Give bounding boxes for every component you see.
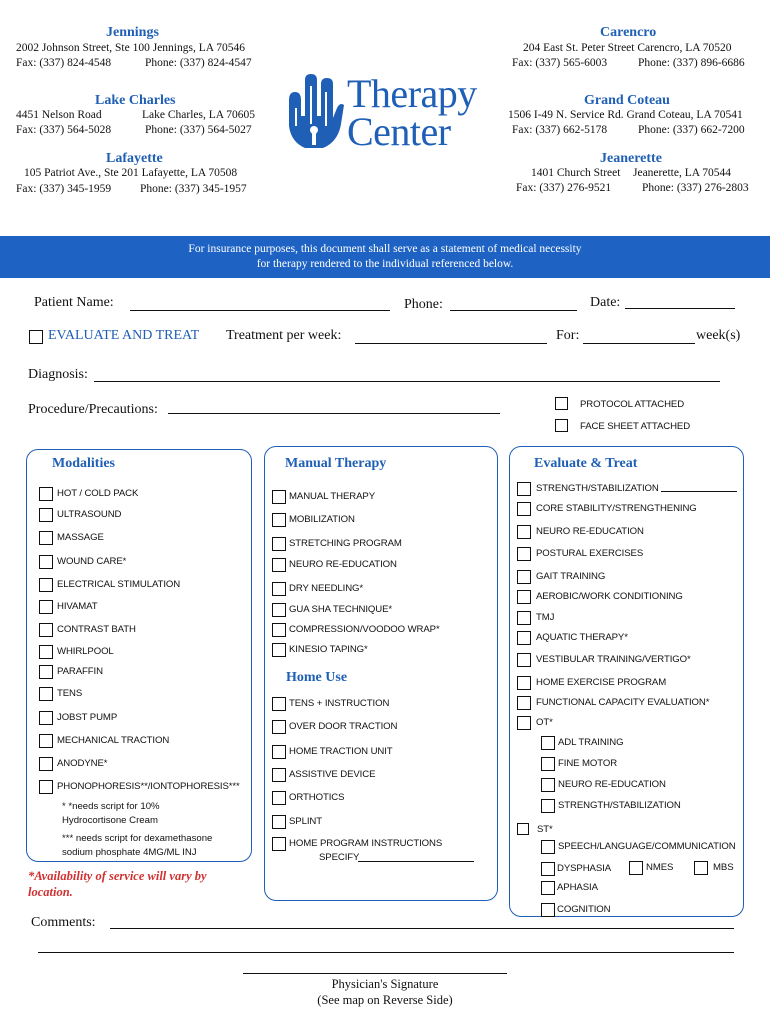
location-grand-coteau-fax: Fax: (337) 662-5178 [512, 124, 608, 136]
eval-core-stability-strengthening-label: CORE STABILITY/STRENGTHENING [536, 503, 697, 514]
phone-field[interactable] [450, 310, 577, 311]
logo-therapy-text: Therapy [347, 71, 477, 116]
eval-aquatic-therapy-checkbox[interactable] [517, 631, 531, 645]
for-label: For: [556, 328, 580, 343]
st-speech-language-communication-checkbox[interactable] [541, 840, 555, 854]
ot-adl-training-checkbox[interactable] [541, 736, 555, 750]
iontophoresis-note-line-2: sodium phosphate 4MG/ML INJ [62, 847, 197, 858]
modality-anodyne-label: ANODYNE* [57, 758, 108, 769]
logo-center-text: Center [347, 109, 451, 154]
modality-ultrasound-checkbox[interactable] [39, 508, 53, 522]
st-nmes-label: NMES [646, 862, 674, 873]
st-checkbox[interactable] [517, 823, 529, 835]
st-cognition-label: COGNITION [557, 904, 611, 915]
eval-tmj-label: TMJ [536, 612, 555, 623]
ot-neuro-re-education-checkbox[interactable] [541, 778, 555, 792]
home-home-program-instructions-label: HOME PROGRAM INSTRUCTIONS [289, 838, 443, 849]
home-tens-instruction-label: TENS + INSTRUCTION [289, 698, 390, 709]
location-lake-charles-phone: Phone: (337) 564-5027 [145, 124, 252, 136]
location-carencro-address: 204 East St. Peter Street Carencro, LA 70520 [523, 42, 732, 54]
modality-ultrasound-label: ULTRASOUND [57, 509, 122, 520]
manual-stretching-program-label: STRETCHING PROGRAM [289, 538, 402, 549]
location-grand-coteau-phone: Phone: (337) 662-7200 [638, 124, 745, 136]
st-dysphasia-checkbox[interactable] [541, 862, 555, 876]
ot-adl-training-label: ADL TRAINING [558, 737, 624, 748]
modality-wound-care-checkbox[interactable] [39, 555, 53, 569]
modality-tens-label: TENS [57, 688, 83, 699]
modality-paraffin-label: PARAFFIN [57, 666, 103, 677]
eval-ot-label: OT* [536, 717, 553, 728]
location-lake-charles-fax: Fax: (337) 564-5028 [16, 124, 112, 136]
comments-field-line-2[interactable] [38, 952, 734, 953]
st-aphasia-label: APHASIA [557, 882, 598, 893]
location-lake-charles-address: 4451 Nelson Road [16, 109, 102, 121]
location-jennings-fax: Fax: (337) 824-4548 [16, 57, 112, 69]
eval-home-exercise-program-checkbox[interactable] [517, 676, 531, 690]
home-tens-instruction-checkbox[interactable] [272, 697, 286, 711]
iontophoresis-note-line-1: *** needs script for dexamethasone [62, 833, 213, 844]
eval-vestibular-training-vertigo-checkbox[interactable] [517, 653, 531, 667]
modalities-title: Modalities [52, 456, 115, 471]
banner-line-1: For insurance purposes, this document shall serve as a statement of medical necessity [188, 243, 582, 255]
procedure-precautions-field[interactable] [168, 413, 500, 414]
modality-hivamat-checkbox[interactable] [39, 600, 53, 614]
st-dysphasia-label: DYSPHASIA [557, 863, 612, 874]
phone-label: Phone: [404, 297, 443, 312]
home-orthotics-label: ORTHOTICS [289, 792, 345, 803]
comments-label: Comments: [31, 915, 96, 930]
eval-strength-stabilization-checkbox[interactable] [517, 482, 531, 496]
eval-postural-exercises-checkbox[interactable] [517, 547, 531, 561]
home-home-program-instructions-checkbox[interactable] [272, 837, 286, 851]
location-lafayette-address: 105 Patriot Ave., Ste 201 Lafayette, LA 70508 [24, 167, 238, 179]
location-jennings-address: 2002 Johnson Street, Ste 100 Jennings, LA 70546 [16, 42, 246, 54]
modality-electrical-stimulation-label: ELECTRICAL STIMULATION [57, 579, 181, 590]
eval-aerobic-work-conditioning-label: AEROBIC/WORK CONDITIONING [536, 591, 683, 602]
weeks-field[interactable] [583, 343, 695, 344]
eval-postural-exercises-label: POSTURAL EXERCISES [536, 548, 644, 559]
st-mbs-label: MBS [713, 862, 734, 873]
location-carencro-fax: Fax: (337) 565-6003 [512, 57, 608, 69]
location-jennings-phone: Phone: (337) 824-4547 [145, 57, 252, 69]
availability-note-line-2: location. [28, 885, 73, 899]
modality-hot-cold-pack-label: HOT / COLD PACK [57, 488, 139, 499]
face-sheet-attached-label: FACE SHEET ATTACHED [580, 421, 691, 432]
location-lafayette-fax: Fax: (337) 345-1959 [16, 183, 112, 195]
phonophoresis-note-line-1: * *needs script for 10% [62, 801, 160, 812]
location-lake-charles-name: Lake Charles [95, 93, 176, 108]
manual-gua-sha-technique-checkbox[interactable] [272, 603, 286, 617]
eval-strength-stabilization-label: STRENGTH/STABILIZATION [536, 483, 659, 494]
manual-manual-therapy-label: MANUAL THERAPY [289, 491, 376, 502]
diagnosis-field[interactable] [94, 381, 720, 382]
location-jeanerette-fax: Fax: (337) 276-9521 [516, 182, 612, 194]
eval-home-exercise-program-label: HOME EXERCISE PROGRAM [536, 677, 667, 688]
modality-contrast-bath-label: CONTRAST BATH [57, 624, 136, 635]
date-label: Date: [590, 295, 621, 310]
manual-kinesio-taping-label: KINESIO TAPING* [289, 644, 368, 655]
ot-strength-stabilization-checkbox[interactable] [541, 799, 555, 813]
availability-note-line-1: *Availability of service will vary by [28, 869, 207, 883]
location-lafayette-phone: Phone: (337) 345-1957 [140, 183, 247, 195]
manual-kinesio-taping-checkbox[interactable] [272, 643, 286, 657]
comments-field-line-1[interactable] [110, 928, 734, 929]
availability-note [28, 868, 207, 900]
modality-electrical-stimulation-checkbox[interactable] [39, 578, 53, 592]
modality-tens-checkbox[interactable] [39, 687, 53, 701]
eval-neuro-re-education-checkbox[interactable] [517, 525, 531, 539]
modality-hivamat-label: HIVAMAT [57, 601, 98, 612]
date-field[interactable] [625, 308, 735, 309]
banner-line-2: for therapy rendered to the individual referenced below. [256, 258, 514, 270]
home-program-specify-field[interactable] [358, 861, 474, 862]
eval-functional-capacity-evaluation-label: FUNCTIONAL CAPACITY EVALUATION* [536, 697, 710, 708]
medical-necessity-banner [0, 236, 770, 278]
manual-dry-needling-checkbox[interactable] [272, 582, 286, 596]
modality-anodyne-checkbox[interactable] [39, 757, 53, 771]
evaluate-treat-title: Evaluate & Treat [534, 456, 638, 471]
eval-functional-capacity-evaluation-checkbox[interactable] [517, 696, 531, 710]
location-jeanerette-phone: Phone: (337) 276-2803 [642, 182, 749, 194]
treatment-per-week-field[interactable] [355, 343, 547, 344]
st-cognition-checkbox[interactable] [541, 903, 555, 917]
home-home-traction-unit-checkbox[interactable] [272, 745, 286, 759]
manual-therapy-title: Manual Therapy [285, 456, 387, 471]
manual-stretching-program-checkbox[interactable] [272, 537, 286, 551]
st-speech-language-communication-label: SPEECH/LANGUAGE/COMMUNICATION [558, 841, 736, 852]
location-carencro-phone: Phone: (337) 896-6686 [638, 57, 745, 69]
home-orthotics-checkbox[interactable] [272, 791, 286, 805]
eval-tmj-checkbox[interactable] [517, 611, 531, 625]
manual-neuro-re-education-checkbox[interactable] [272, 558, 286, 572]
location-carencro-name: Carencro [600, 25, 657, 40]
physician-signature-label: Physician's Signature [331, 977, 439, 991]
st-aphasia-checkbox[interactable] [541, 881, 555, 895]
modality-phonophoresis-iontophoresis-label: PHONOPHORESIS**/IONTOPHORESIS*** [57, 781, 240, 792]
location-grand-coteau-name: Grand Coteau [584, 93, 670, 108]
modality-wound-care-label: WOUND CARE* [57, 556, 127, 567]
eval-aerobic-work-conditioning-checkbox[interactable] [517, 590, 531, 604]
ot-fine-motor-checkbox[interactable] [541, 757, 555, 771]
modality-contrast-bath-checkbox[interactable] [39, 623, 53, 637]
home-over-door-traction-label: OVER DOOR TRACTION [289, 721, 398, 732]
evaluate-and-treat-label: EVALUATE AND TREAT [48, 328, 200, 343]
home-program-specify-label: SPECIFY [319, 852, 360, 863]
patient-name-field[interactable] [130, 310, 390, 311]
manual-neuro-re-education-label: NEURO RE-EDUCATION [289, 559, 397, 570]
treatment-per-week-label: Treatment per week: [226, 328, 342, 343]
physician-signature-field[interactable] [243, 973, 507, 974]
manual-mobilization-label: MOBILIZATION [289, 514, 355, 525]
diagnosis-label: Diagnosis: [28, 367, 88, 382]
location-jennings-name: Jennings [106, 25, 159, 40]
eval-aquatic-therapy-label: AQUATIC THERAPY* [536, 632, 628, 643]
st-label: ST* [537, 824, 553, 835]
modality-jobst-pump-label: JOBST PUMP [57, 712, 118, 723]
location-jeanerette-address: 1401 Church Street [531, 167, 621, 179]
eval-vestibular-training-vertigo-label: VESTIBULAR TRAINING/VERTIGO* [536, 654, 691, 665]
manual-dry-needling-label: DRY NEEDLING* [289, 583, 364, 594]
patient-name-label: Patient Name: [34, 295, 114, 310]
modality-massage-checkbox[interactable] [39, 531, 53, 545]
evaluate-and-treat-checkbox[interactable] [29, 330, 43, 344]
st-nmes-checkbox[interactable] [629, 861, 643, 875]
location-jeanerette-name: Jeanerette [600, 151, 662, 166]
modality-jobst-pump-checkbox[interactable] [39, 711, 53, 725]
strength-stabilization-field[interactable] [661, 491, 737, 492]
home-assistive-device-label: ASSISTIVE DEVICE [289, 769, 376, 780]
modality-massage-label: MASSAGE [57, 532, 104, 543]
weeks-label: week(s) [696, 328, 741, 343]
home-assistive-device-checkbox[interactable] [272, 768, 286, 782]
therapy-center-logo [283, 72, 493, 154]
modality-mechanical-traction-label: MECHANICAL TRACTION [57, 735, 170, 746]
manual-compression-voodoo-wrap-checkbox[interactable] [272, 623, 286, 637]
modality-hot-cold-pack-checkbox[interactable] [39, 487, 53, 501]
protocol-attached-label: PROTOCOL ATTACHED [580, 399, 685, 410]
location-grand-coteau-address: 1506 I-49 N. Service Rd. Grand Coteau, LA 70541 [508, 109, 743, 121]
location-lafayette-name: Lafayette [106, 151, 163, 166]
st-mbs-checkbox[interactable] [694, 861, 708, 875]
manual-gua-sha-technique-label: GUA SHA TECHNIQUE* [289, 604, 393, 615]
home-over-door-traction-checkbox[interactable] [272, 720, 286, 734]
protocol-attached-checkbox[interactable] [555, 397, 568, 410]
eval-gait-training-checkbox[interactable] [517, 570, 531, 584]
home-home-traction-unit-label: HOME TRACTION UNIT [289, 746, 393, 757]
eval-core-stability-strengthening-checkbox[interactable] [517, 502, 531, 516]
phonophoresis-note-line-2: Hydrocortisone Cream [62, 815, 158, 826]
home-splint-label: SPLINT [289, 816, 322, 827]
eval-gait-training-label: GAIT TRAINING [536, 571, 606, 582]
ot-neuro-re-education-label: NEURO RE-EDUCATION [558, 779, 666, 790]
ot-fine-motor-label: FINE MOTOR [558, 758, 618, 769]
manual-compression-voodoo-wrap-label: COMPRESSION/VOODOO WRAP* [289, 624, 440, 635]
map-note: (See map on Reverse Side) [317, 993, 453, 1007]
home-splint-checkbox[interactable] [272, 815, 286, 829]
procedure-precautions-label: Procedure/Precautions: [28, 402, 158, 417]
eval-neuro-re-education-label: NEURO RE-EDUCATION [536, 526, 644, 537]
hand-logo-icon [283, 72, 345, 154]
location-lake-charles-city: Lake Charles, LA 70605 [142, 109, 256, 121]
modality-whirlpool-label: WHIRLPOOL [57, 646, 114, 657]
manual-manual-therapy-checkbox[interactable] [272, 490, 286, 504]
manual-mobilization-checkbox[interactable] [272, 513, 286, 527]
location-jeanerette-city: Jeanerette, LA 70544 [633, 167, 732, 179]
home-use-title: Home Use [286, 670, 348, 685]
eval-ot-checkbox[interactable] [517, 716, 531, 730]
modality-phonophoresis-iontophoresis-checkbox[interactable] [39, 780, 53, 794]
face-sheet-attached-checkbox[interactable] [555, 419, 568, 432]
ot-strength-stabilization-label: STRENGTH/STABILIZATION [558, 800, 681, 811]
modality-whirlpool-checkbox[interactable] [39, 645, 53, 659]
modality-mechanical-traction-checkbox[interactable] [39, 734, 53, 748]
modality-paraffin-checkbox[interactable] [39, 665, 53, 679]
